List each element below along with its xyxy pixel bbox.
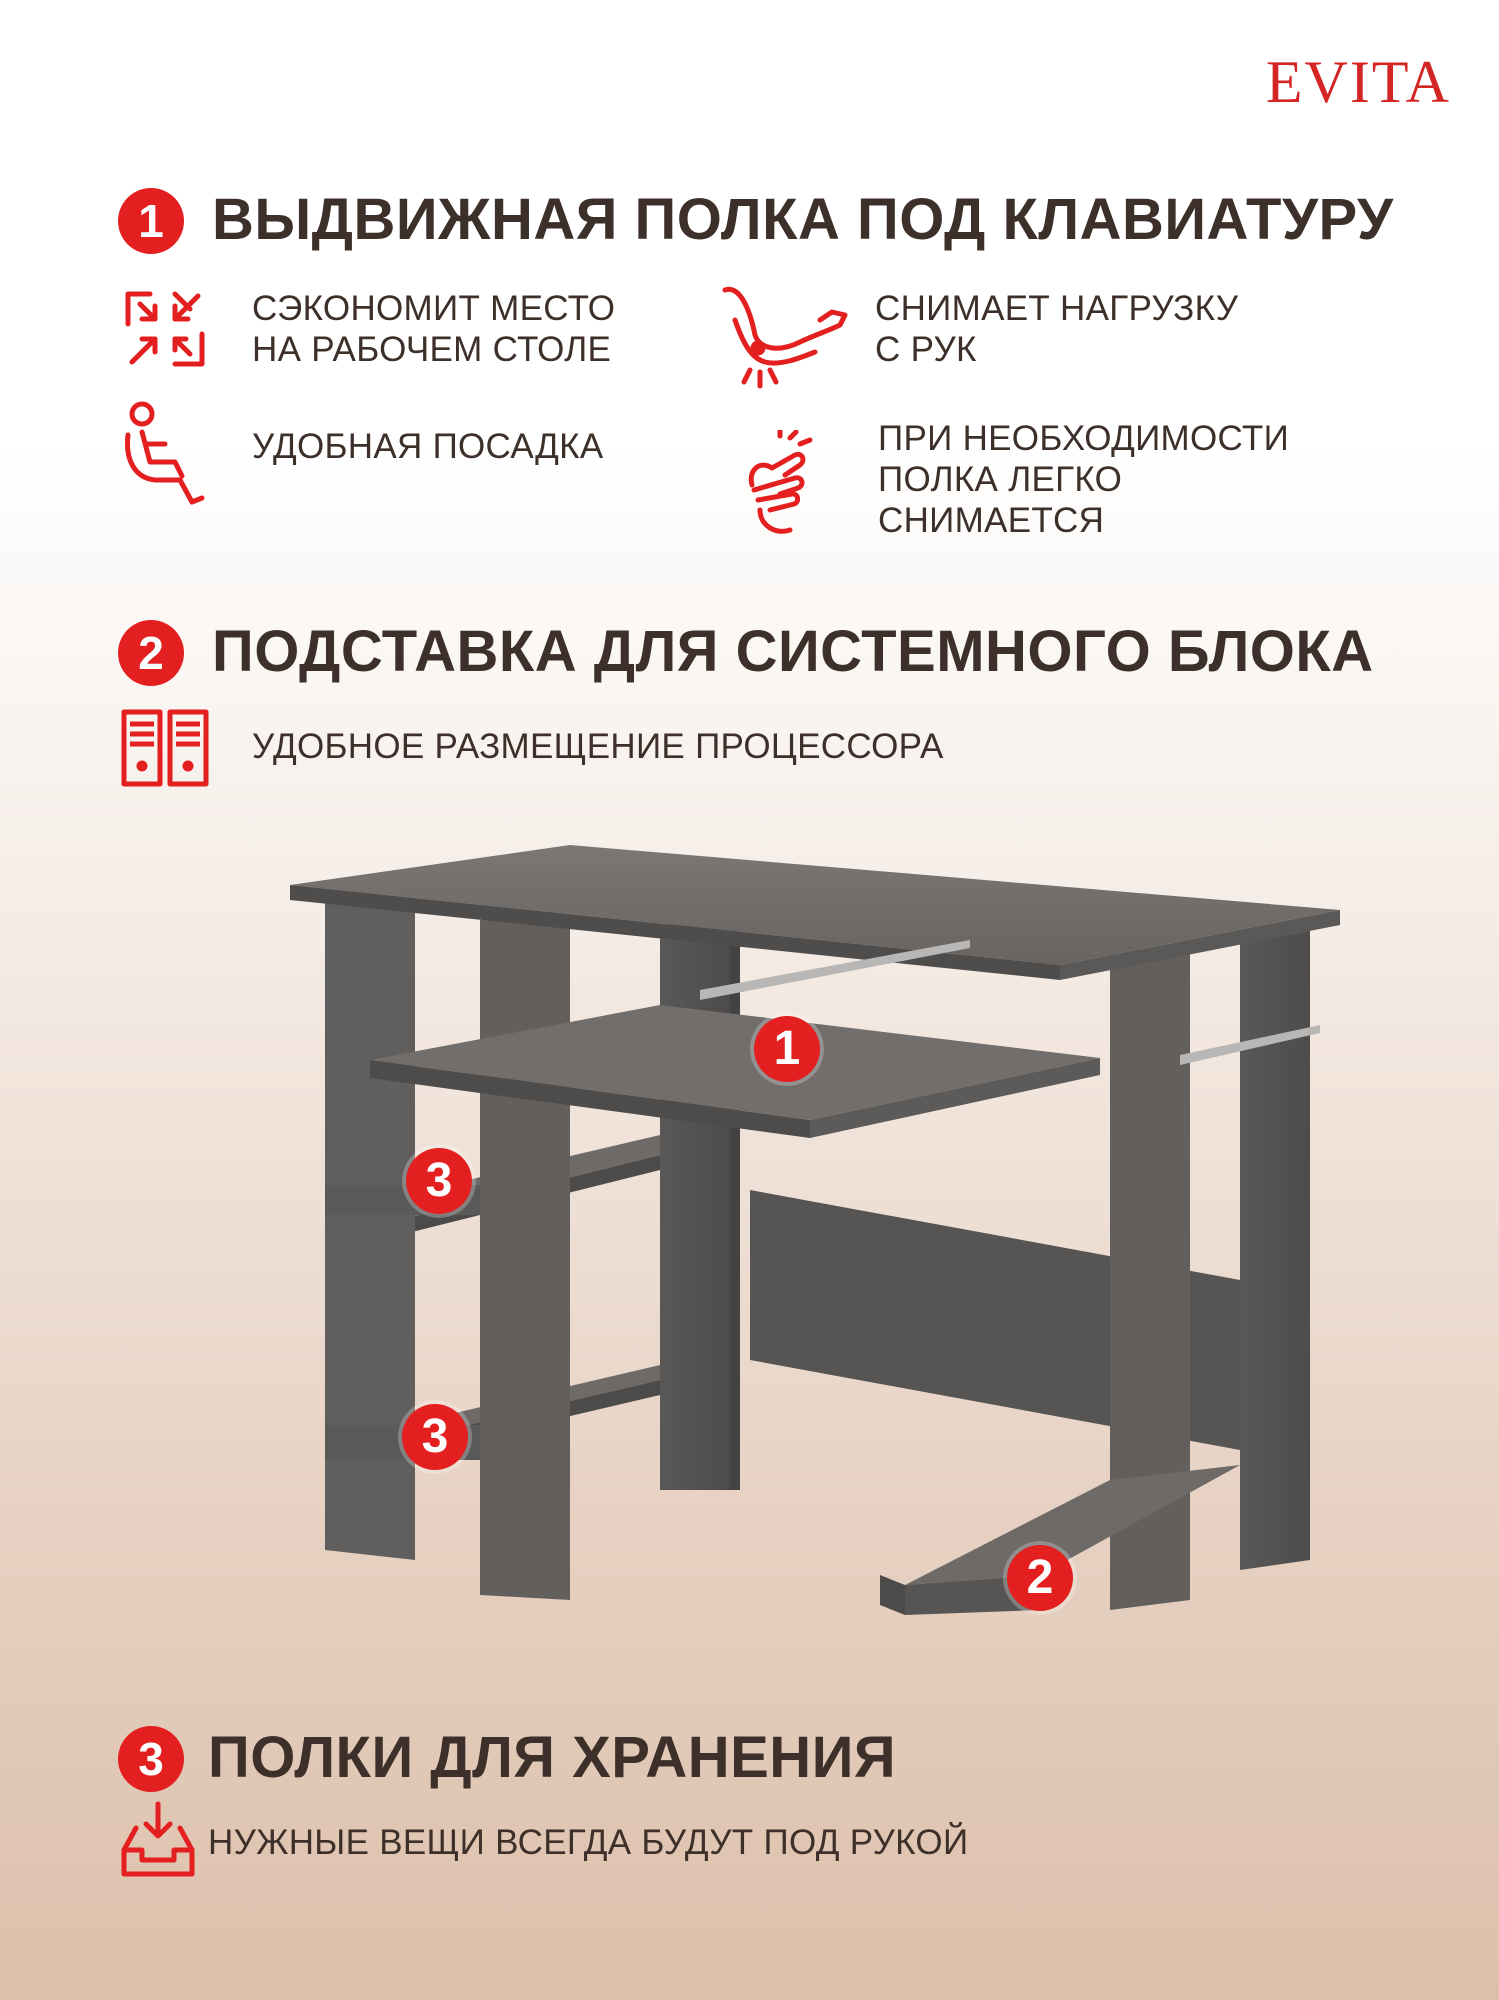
seated-person-icon: [120, 400, 210, 510]
feature-comfortable-seating: УДОБНАЯ ПОСАДКА: [252, 427, 604, 466]
compress-arrows-icon: [120, 284, 210, 374]
inbox-tray-icon: [118, 1800, 198, 1880]
section-1-title: ВЫДВИЖНАЯ ПОЛКА ПОД КЛАВИАТУРУ: [212, 187, 1394, 252]
brand-logo: EVITA: [1265, 49, 1451, 115]
badge-keyboard-shelf: 1: [754, 1016, 820, 1082]
section-3-title: ПОЛКИ ДЛЯ ХРАНЕНИЯ: [208, 1725, 897, 1790]
section-3-number: 3: [118, 1726, 184, 1792]
badge-shelf-upper: 3: [406, 1148, 472, 1214]
badge-system-stand: 2: [1007, 1545, 1073, 1611]
finger-snap-icon: [740, 430, 830, 540]
feature-storage: НУЖНЫЕ ВЕЩИ ВСЕГДА БУДУТ ПОД РУКОЙ: [208, 1823, 969, 1862]
feature-save-space: СЭКОНОМИТ МЕСТО НА РАБОЧЕМ СТОЛЕ: [252, 289, 616, 369]
desk-illustration: [280, 840, 1340, 1625]
feature-processor-placement: УДОБНОЕ РАЗМЕЩЕНИЕ ПРОЦЕССОРА: [252, 727, 944, 766]
section-2-title: ПОДСТАВКА ДЛЯ СИСТЕМНОГО БЛОКА: [212, 619, 1374, 684]
section-1-number: 1: [118, 188, 184, 254]
feature-removable-shelf: ПРИ НЕОБХОДИМОСТИ ПОЛКА ЛЕГКО СНИМАЕТСЯ: [878, 419, 1290, 540]
badge-shelf-lower: 3: [402, 1404, 468, 1470]
section-2-number: 2: [118, 620, 184, 686]
feature-arm-relief: СНИМАЕТ НАГРУЗКУ С РУК: [875, 289, 1239, 369]
arm-relief-icon: [720, 280, 850, 390]
system-unit-icon: [120, 708, 210, 788]
